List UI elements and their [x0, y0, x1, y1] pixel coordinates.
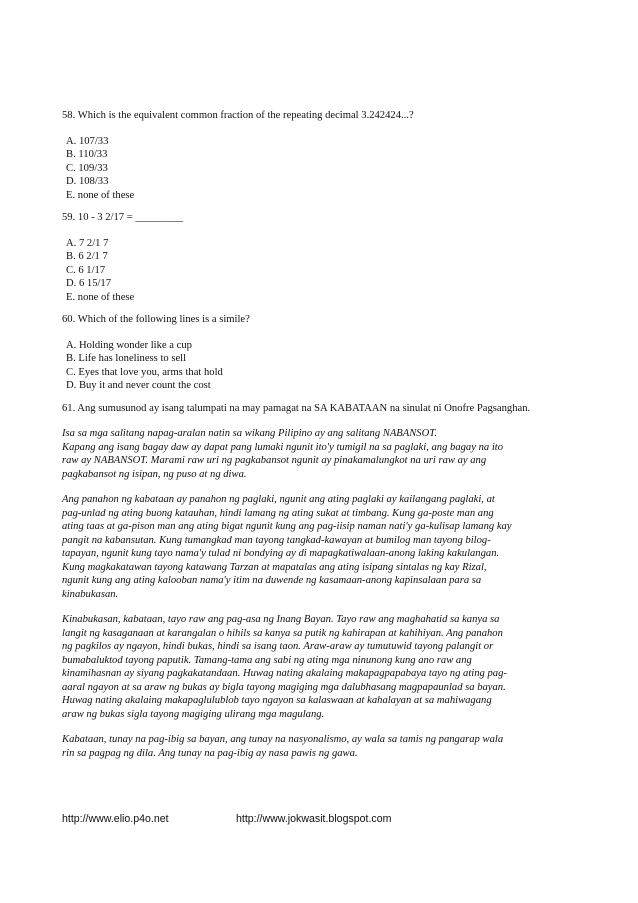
- passage-line: Huwag nating akalaing makapaglulublob tayo ngayon sa kalaswaan at kahalayan at sa mahiwagang: [62, 695, 492, 706]
- passage-paragraph: [62, 613, 534, 721]
- passage-line: langit ng kasaganaan at karangalan o hihils sa kanya sa putik ng kahirapan at kahihiyan. Ang panahon: [62, 627, 503, 639]
- option: A. 7 2/1 7: [66, 237, 109, 249]
- passage-line: kinamihasnan ay siyang pagkakatandaan. Huwag nating akalaing makapagpapabaya tayo ng ating pag-: [62, 668, 507, 679]
- passage-line: ngunit kung ang ating kalooban nama'y itim na duwende ng kasamaan-anong kapinsalaan para sa: [62, 575, 482, 586]
- passage-line: araw ng bukas sigla tayong magiging ulirang mga magulang.: [62, 708, 325, 720]
- passage-line: kinabukasan.: [62, 588, 119, 600]
- option: E. none of these: [66, 291, 135, 303]
- option: A. Holding wonder like a cup: [66, 339, 192, 351]
- passage-paragraph: [62, 493, 534, 601]
- option: B. Life has loneliness to sell: [66, 353, 187, 364]
- passage-paragraph: [62, 733, 534, 760]
- question-59: 59. 10 - 3 2/17 = _________: [62, 212, 184, 223]
- passage-line: rin sa pagpag ng dila. Ang tunay na pag-ibig ay nasa pawis ng gawa.: [62, 747, 358, 759]
- passage-line: raw ay NABANSOT. Marami raw uri ng pagkabansot ngunit ay pinakamalungkot na uri raw ay ang: [62, 455, 487, 466]
- question-58-options: [66, 135, 534, 203]
- option: C. 109/33: [66, 162, 108, 174]
- option: C. 6 1/17: [66, 264, 106, 276]
- passage-paragraph: [62, 427, 534, 481]
- passage-line: bumabaluktod tayong paputik. Tamang-tama ang sabi ng ating mga ninunong kung ano raw ang: [62, 654, 472, 666]
- passage-line: Kung magkakatawan tayong katawang Tarzan at mapatalas ang ating isipang sintalas ng kay Rizal,: [62, 561, 487, 573]
- question-61-intro: 61. Ang sumusunod ay isang talumpati na may pamagat na SA KABATAAN na sinulat ni Onofre Pagsanghan.: [62, 402, 531, 414]
- question-58: 58. Which is the equivalent common fraction of the repeating decimal 3.242424...?: [62, 110, 414, 121]
- option: E. none of these: [66, 189, 135, 201]
- passage-line: Ang panahon ng kabataan ay panahon ng paglaki, ngunit ang ating paglaki ay kailangang paglaki, at: [62, 494, 495, 505]
- option: A. 107/33: [66, 135, 109, 147]
- option: C. Eyes that love you, arms that hold: [66, 366, 223, 378]
- option: D. 108/33: [66, 176, 109, 187]
- passage-line: ating taas at ga-pison man ang ating bigat ngunit kung ang pag-iisip naman nati'y ga-kulisap lamang kay: [62, 521, 512, 532]
- passage-line: ng pagkilos ay ngayon, hindi bukas, hindi sa isang taon. Araw-araw ay tumutuwid tayong palangit or: [62, 641, 494, 652]
- option: B. 110/33: [66, 149, 108, 160]
- option: D. 6 15/17: [66, 278, 112, 289]
- page-content: [62, 109, 534, 772]
- passage-line: pagkabansot ng isipan, ng puso at ng diwa.: [62, 468, 247, 480]
- passage-line: pag-unlad ng ating buong katauhan, hindi lamang ng ating sukat at timbang. Kung ga-poste man ang: [62, 507, 494, 519]
- question-59-options: [66, 237, 534, 305]
- passage-line: Kapang ang isang bagay daw ay dapat pang lumaki ngunit ito'y tumigil na sa paglaki, ang bagay na ito: [62, 441, 504, 453]
- question-60-options: [66, 339, 534, 393]
- footer-link-elio[interactable]: http://www.elio.p4o.net: [62, 813, 169, 825]
- footer-link-jokwasit[interactable]: http://www.jokwasit.blogspot.com: [236, 813, 392, 825]
- passage-line: tapayan, ngunit kung tayo nama'y tulad ni bondying ay di mapagkatiwalaan-anong laking kakulangan.: [62, 548, 500, 559]
- passage-line: aaral ngayon at sa araw ng bukas ay bigla tayong magiging mga dalubhasang magpapaunlad sa bayan.: [62, 681, 506, 693]
- passage-line: Kabataan, tunay na pag-ibig sa bayan, ang tunay na nasyonalismo, ay wala sa tamis ng pangarap wala: [62, 734, 504, 745]
- passage-line: pangit na kabansutan. Kung tumangkad man tayong tangkad-kawayan at bumilog man tayong bilog-: [62, 534, 491, 546]
- passage-line: Isa sa mga salitang napag-aralan natin sa wikang Pilipino ay ang salitang NABANSOT.: [62, 428, 438, 439]
- question-60: 60. Which of the following lines is a simile?: [62, 314, 250, 325]
- passage-line: Kinabukasan, kabataan, tayo raw ang pag-asa ng Inang Bayan. Tayo raw ang maghahatid sa kanya sa: [62, 614, 500, 625]
- option: D. Buy it and never count the cost: [66, 380, 211, 391]
- option: B. 6 2/1 7: [66, 251, 108, 262]
